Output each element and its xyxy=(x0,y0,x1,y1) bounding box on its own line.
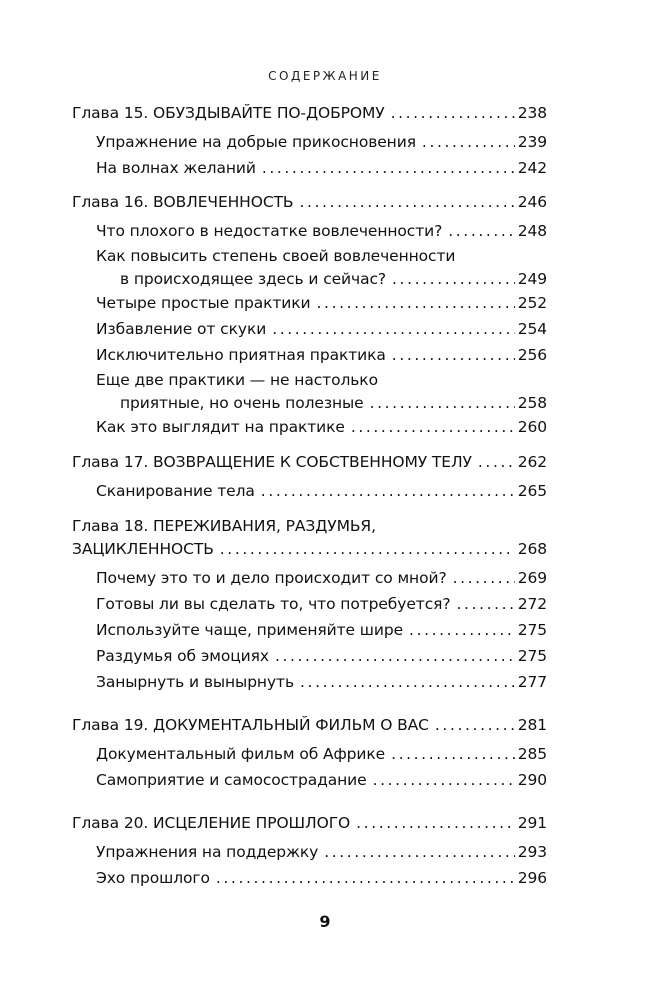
toc-chapter-19 xyxy=(72,714,547,737)
toc-entry-title: Документальный фильм об Африке xyxy=(96,745,386,763)
toc-entry-page: 296 xyxy=(517,869,547,887)
toc-entry-page: 256 xyxy=(517,346,547,364)
toc-entry-page: 275 xyxy=(517,647,547,665)
toc-entry-page: 238 xyxy=(517,104,547,122)
leader-dots xyxy=(435,714,515,737)
toc-section xyxy=(96,645,547,668)
toc-section xyxy=(96,867,547,890)
toc-entry-title: Четыре простые практики xyxy=(96,294,311,312)
leader-dots xyxy=(478,451,515,474)
toc-entry-title: приятные, но очень полезные xyxy=(120,394,364,412)
toc-entry-title: Занырнуть и вынырнуть xyxy=(96,673,295,691)
toc-section xyxy=(96,416,547,439)
leader-dots xyxy=(453,567,515,590)
toc-entry-page: 277 xyxy=(517,673,547,691)
toc-entry-title-line1: Глава 18. ПЕРЕЖИВАНИЯ, РАЗДУМЬЯ, xyxy=(72,517,376,535)
leader-dots xyxy=(299,191,514,214)
toc-entry-page: 249 xyxy=(517,270,547,288)
toc-section xyxy=(96,769,547,792)
toc-entry-page: 262 xyxy=(517,453,547,471)
leader-dots xyxy=(392,344,515,367)
toc-section xyxy=(96,841,547,864)
toc-entry-page: 265 xyxy=(517,482,547,500)
leader-dots xyxy=(448,220,514,243)
toc-entry-title: На волнах желаний xyxy=(96,159,256,177)
leader-dots xyxy=(220,538,515,561)
toc-entry-page: 293 xyxy=(517,843,547,861)
toc-entry-title: Глава 16. ВОВЛЕЧЕННОСТЬ xyxy=(72,193,294,211)
toc-entry-page: 281 xyxy=(517,716,547,734)
toc-entry-title-line1: Еще две практики — не настолько xyxy=(96,371,378,389)
toc-entry-title: Избавление от скуки xyxy=(96,320,267,338)
leader-dots xyxy=(272,318,515,341)
toc-entry-title: ЗАЦИКЛЕННОСТЬ xyxy=(72,540,214,558)
toc-section xyxy=(96,220,547,243)
toc-chapter-16 xyxy=(72,191,547,214)
toc-chapter-20 xyxy=(72,812,547,835)
toc-section xyxy=(96,131,547,154)
toc-entry-title: Что плохого в недостатке вовлеченности? xyxy=(96,222,443,240)
leader-dots xyxy=(392,268,515,291)
leader-dots xyxy=(391,743,515,766)
toc-section xyxy=(96,318,547,341)
leader-dots xyxy=(317,292,515,315)
toc-entry-page: 254 xyxy=(517,320,547,338)
toc-entry-page: 260 xyxy=(517,418,547,436)
leader-dots xyxy=(409,619,515,642)
toc-entry-page: 252 xyxy=(517,294,547,312)
toc-chapter-15 xyxy=(72,102,547,125)
toc-entry-title: Самоприятие и самосострадание xyxy=(96,771,367,789)
toc-entry-page: 246 xyxy=(517,193,547,211)
leader-dots xyxy=(356,812,515,835)
toc-section xyxy=(96,567,547,590)
toc-section xyxy=(96,344,547,367)
toc-entry-title: Глава 17. ВОЗВРАЩЕНИЕ К СОБСТВЕННОМУ ТЕЛУ xyxy=(72,453,472,471)
leader-dots xyxy=(216,867,515,890)
toc-entry-title: Почему это то и дело происходит со мной? xyxy=(96,569,447,587)
toc-entry-title: Глава 15. ОБУЗДЫВАЙТЕ ПО-ДОБРОМУ xyxy=(72,104,385,122)
toc-entry-page: 272 xyxy=(517,595,547,613)
toc-entry-page: 269 xyxy=(517,569,547,587)
toc-entry-title: Глава 19. ДОКУМЕНТАЛЬНЫЙ ФИЛЬМ О ВАС xyxy=(72,716,429,734)
toc-section xyxy=(96,292,547,315)
toc-section xyxy=(96,369,547,415)
leader-dots xyxy=(373,769,515,792)
toc-entry-title: Раздумья об эмоциях xyxy=(96,647,269,665)
toc-section xyxy=(96,593,547,616)
toc-section xyxy=(96,619,547,642)
toc-entry-title: Глава 20. ИСЦЕЛЕНИЕ ПРОШЛОГО xyxy=(72,814,351,832)
toc-entry-title: Готовы ли вы сделать то, что потребуется? xyxy=(96,595,451,613)
leader-dots xyxy=(370,392,515,415)
leader-dots xyxy=(262,157,515,180)
toc-entry-title: Упражнения на поддержку xyxy=(96,843,319,861)
toc-header: СОДЕРЖАНИЕ xyxy=(268,69,382,83)
toc-entry-title: в происходящее здесь и сейчас? xyxy=(120,270,387,288)
toc-entry-title: Исключительно приятная практика xyxy=(96,346,386,364)
page-number: 9 xyxy=(319,912,331,931)
toc-entry-title: Эхо прошлого xyxy=(96,869,210,887)
toc-entry-title: Используйте чаще, применяйте шире xyxy=(96,621,404,639)
toc-entry-title-line1: Как повысить степень своей вовлеченности xyxy=(96,247,456,265)
leader-dots xyxy=(261,480,515,503)
toc-entry-title: Упражнение на добрые прикосновения xyxy=(96,133,416,151)
toc-entry-page: 291 xyxy=(517,814,547,832)
leader-dots xyxy=(456,593,514,616)
toc-entry-page: 239 xyxy=(517,133,547,151)
toc-entry-title: Как это выглядит на практике xyxy=(96,418,345,436)
toc-entry-page: 275 xyxy=(517,621,547,639)
leader-dots xyxy=(422,131,515,154)
toc-section xyxy=(96,671,547,694)
toc-entry-page: 268 xyxy=(517,540,547,558)
toc-entry-page: 285 xyxy=(517,745,547,763)
leader-dots xyxy=(324,841,515,864)
toc-entry-page: 248 xyxy=(517,222,547,240)
toc-section xyxy=(96,157,547,180)
leader-dots xyxy=(275,645,515,668)
toc-section xyxy=(96,480,547,503)
toc-entry-page: 258 xyxy=(517,394,547,412)
toc-section xyxy=(96,743,547,766)
toc-chapter-18 xyxy=(72,515,547,561)
leader-dots xyxy=(300,671,515,694)
toc-chapter-17 xyxy=(72,451,547,474)
toc-section xyxy=(96,245,547,291)
leader-dots xyxy=(351,416,515,439)
toc-entry-title: Сканирование тела xyxy=(96,482,255,500)
toc-entry-page: 242 xyxy=(517,159,547,177)
leader-dots xyxy=(391,102,515,125)
toc-entry-page: 290 xyxy=(517,771,547,789)
